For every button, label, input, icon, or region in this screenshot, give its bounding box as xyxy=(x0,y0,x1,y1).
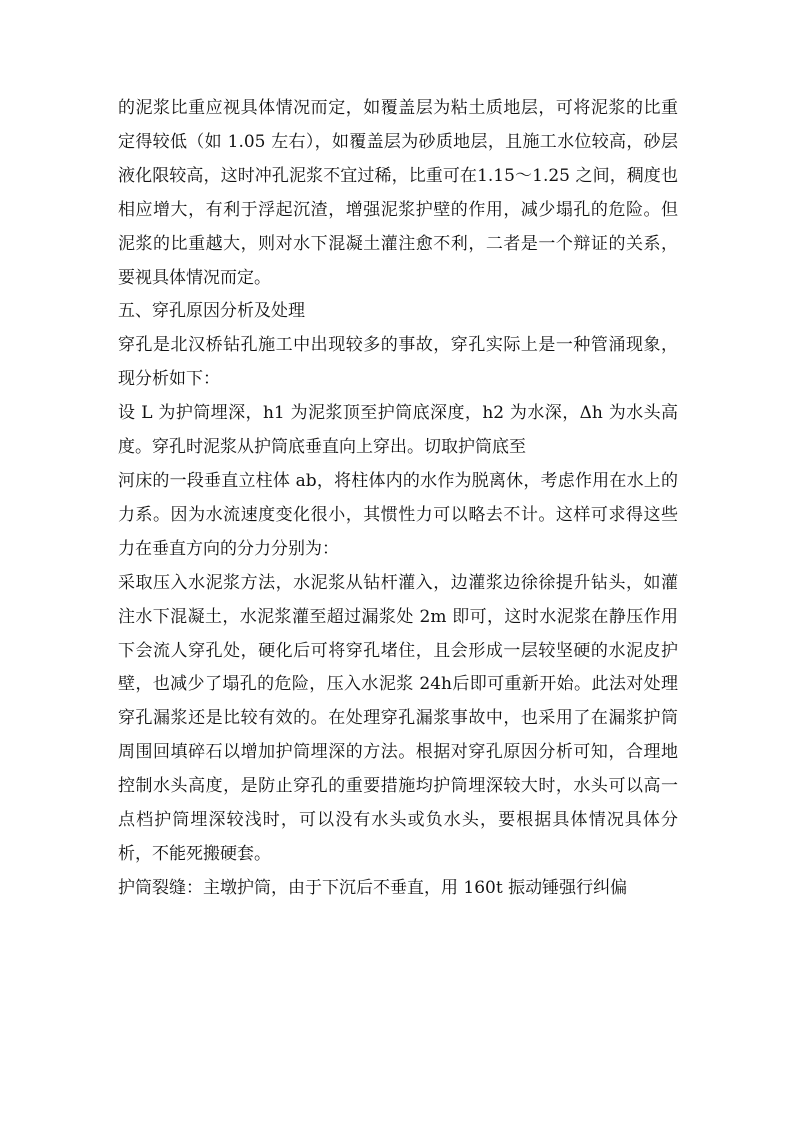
paragraph-force-analysis: 河床的一段垂直立柱体 ab，将柱体内的水作为脱离休，考虑作用在水上的力系。因为水流速度变化很小，其惯性力可以略去不计。这样可求得这些力在垂直方向的分力分别为： xyxy=(118,470,678,559)
paragraph-cement-grouting: 采取压入水泥浆方法，水泥浆从钻杆灌入，边灌浆边徐徐提升钻头，如灌注水下混凝土，水泥浆灌至超过漏浆处 2m 即可，这时水泥浆在静压作用下会流人穿孔处，硬化后可将穿孔堵住，且会形成一层较坚硬的水泥皮护壁，也减少了塌孔的危险，压入水泥浆 24h后即可重新开始。此法对处理穿孔漏浆还是比较有效的。在处理穿孔漏浆事故中，也采用了在漏浆护筒周围回填碎石以增加护筒埋深的方法。根据对穿孔原因分析可知，合理地控制水头高度，是防止穿孔的重要措施均护筒埋深较大时，水头可以高一点档护筒埋深较浅时，可以没有水头或负水头，要根据具体情况具体分析，不能死搬硬套。 xyxy=(118,572,678,864)
document-body xyxy=(118,92,678,906)
paragraph-mud-density: 的泥浆比重应视具体情况而定，如覆盖层为粘土质地层，可将泥浆的比重定得较低（如 1.05 左右），如覆盖层为砂质地层，且施工水位较高，砂层液化限较高，这时冲孔泥浆不宜过稀，比重可在1.15～1.25 之间，稠度也相应增大，有利于浮起沉渣，增强泥浆护壁的作用，减少塌孔的危险。但泥浆的比重越大，则对水下混凝土灌注愈不利，二者是一个辩证的关系，要视具体情况而定。 xyxy=(118,98,678,288)
section-heading-perforation: 五、穿孔原因分析及处理 xyxy=(118,301,305,322)
paragraph-variable-definitions: 设 L 为护筒埋深，h1 为泥浆顶至护筒底深度，h2 为水深，Δh 为水头高度。穿孔时泥浆从护筒底垂直向上穿出。切取护筒底至 xyxy=(118,403,678,458)
paragraph-perforation-intro: 穿孔是北汉桥钻孔施工中出现较多的事故，穿孔实际上是一种管涌现象，现分析如下： xyxy=(118,335,678,390)
paragraph-casing-cracks: 护筒裂缝：主墩护筒，由于下沉后不垂直，用 160t 振动锤强行纠偏 xyxy=(118,877,628,898)
